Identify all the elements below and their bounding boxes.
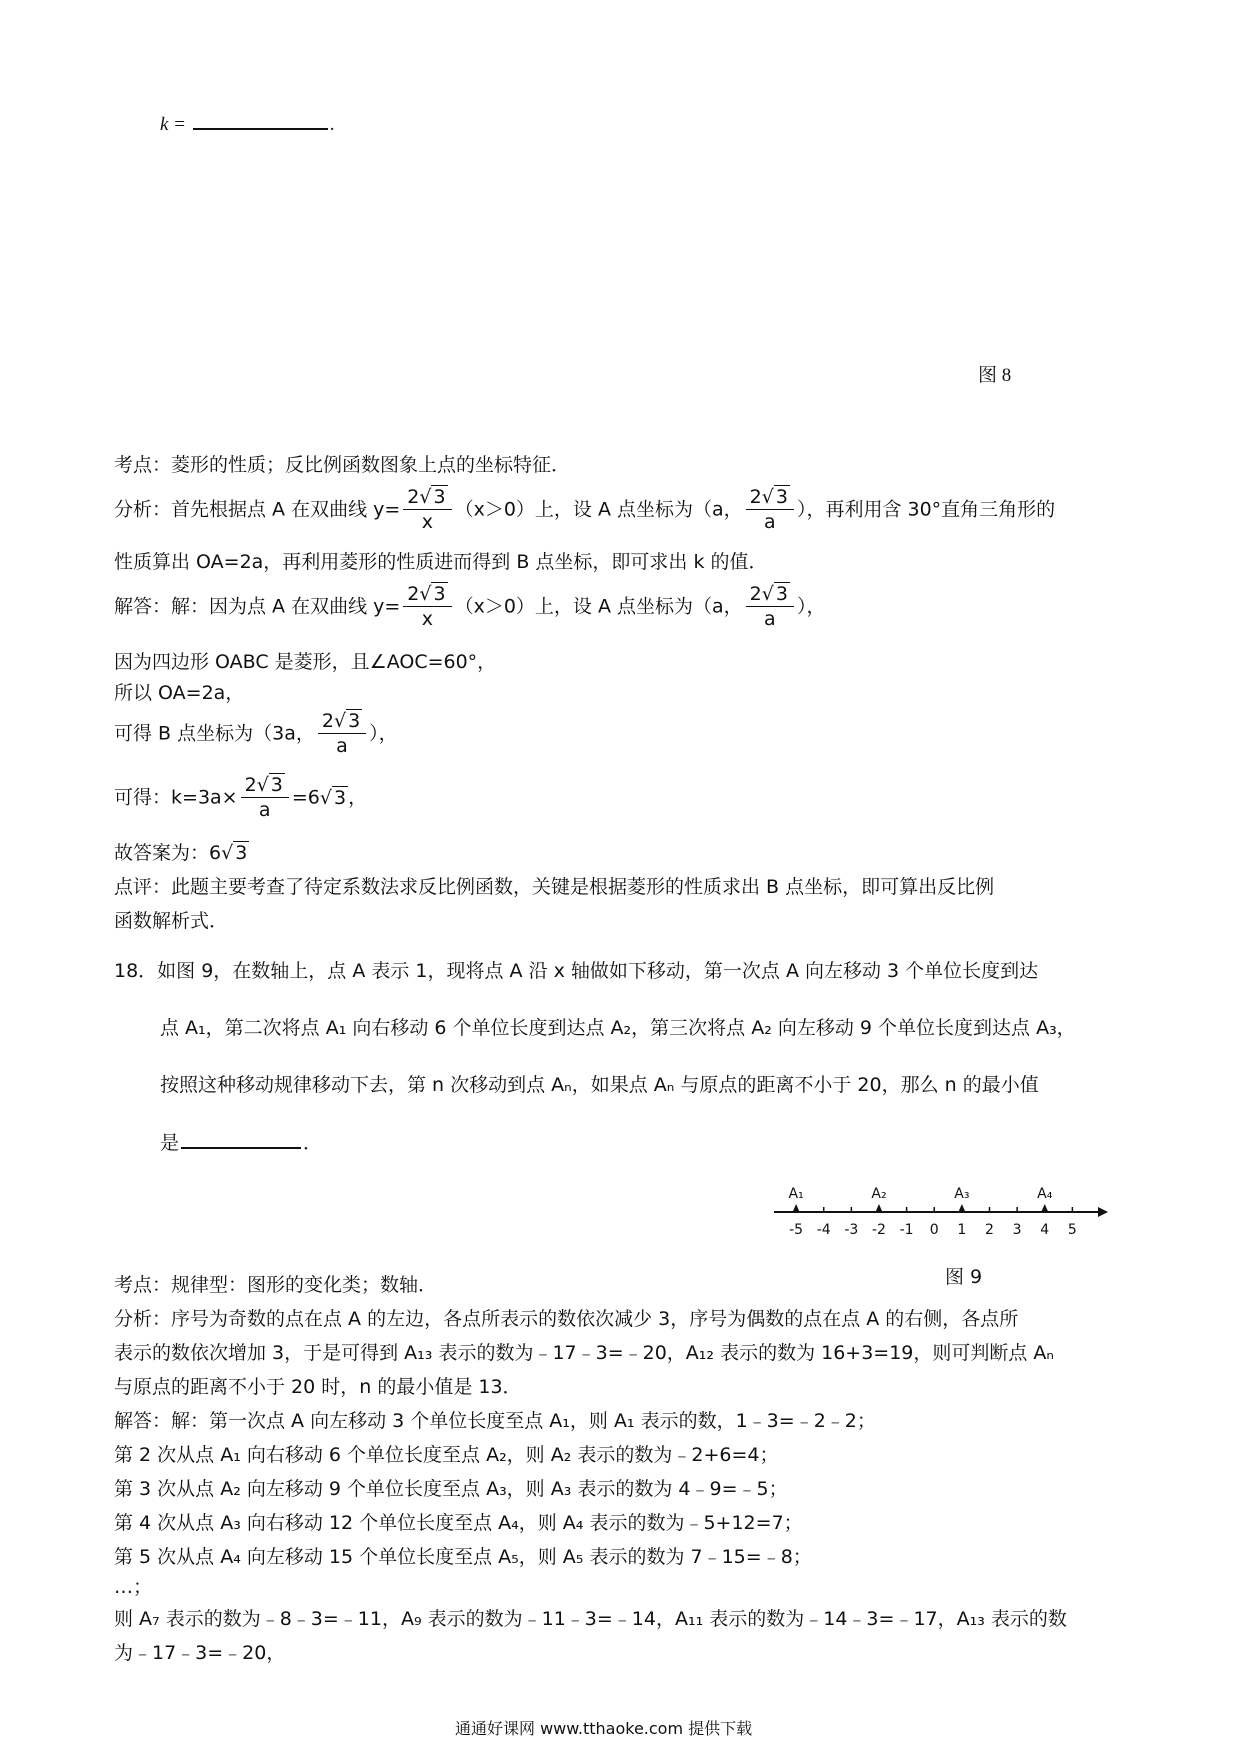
number-line-tick-label: 2 [985,1222,994,1238]
fraction-2sqrt3-over-a: $\frac{2√ 3}{a}$ [241,776,289,820]
number-line-point-label: A₁ [788,1186,804,1202]
number-line-point [958,1204,965,1212]
number-line-point [1041,1204,1048,1212]
sqrt-3: √ 3 [319,786,347,809]
line-rhombus: 因为四边形 OABC 是菱形，且∠AOC=60°， [114,651,497,673]
k-answer-blank[interactable] [193,108,328,130]
k-answer-line [160,108,335,136]
k-prefix: k = [160,114,187,135]
fenxi-text-b: （x＞0）上，设 A 点坐标为（a， [454,498,743,521]
number-line-figure [770,1168,1110,1248]
figure-9-label: 图 9 [945,1266,983,1288]
number-line-point-label: A₄ [1037,1186,1053,1202]
k-calc-text-a: 可得：k= [114,786,198,809]
jieda-17-line1 [114,585,825,629]
k-calc-text-d: ， [348,786,368,809]
answer-coef: 6 [209,842,222,864]
number-line-tick-label: 0 [929,1222,939,1238]
number-line-tick-label: -5 [789,1222,804,1238]
fenxi-17-line2: 性质算出 OA=2a，再利用菱形的性质进而得到 B 点坐标，即可求出 k 的值． [114,551,768,573]
figure-8-label: 图 8 [978,365,1012,386]
k-calc-text-c: =6 [291,786,320,809]
fenxi-text-a: 分析：首先根据点 A 在双曲线 y= [114,498,401,521]
jieda-18-step: 第 5 次从点 A₄ 向左移动 15 个单位长度至点 A₅，则 A₅ 表示的数为 7﹣15=﹣8； [114,1546,812,1568]
jieda-18-step: 为﹣17﹣3=﹣20， [114,1642,286,1664]
number-line-point [875,1204,882,1212]
dianping-17-line1: 点评：此题主要考查了待定系数法求反比例函数，关键是根据菱形的性质求出 B 点坐标，即可算出反比例 [114,876,995,898]
number-line-tick-label: 3 [1012,1222,1022,1238]
jieda-18-step: 第 2 次从点 A₁ 向右移动 6 个单位长度至点 A₂，则 A₂ 表示的数为﹣2+6=4； [114,1444,779,1466]
fenxi-17-line1 [114,488,1055,532]
k-calculation-line [114,776,367,820]
jieda-text-a: 解答：解：因为点 A 在双曲线 y= [114,595,401,618]
fraction-2sqrt3-over-a: $\frac{2√ 3}{a}$ [746,585,794,629]
answer-label: 故答案为： [114,842,210,864]
fraction-2sqrt3-over-x: $\frac{2√ 3}{x}$ [403,488,451,532]
jieda-18-step: 第 4 次从点 A₃ 向右移动 12 个单位长度至点 A₄，则 A₄ 表示的数为﹣5+12=7； [114,1512,803,1534]
jieda-18-step: 则 A₇ 表示的数为﹣8﹣3=﹣11，A₉ 表示的数为﹣11﹣3=﹣14，A₁₁ 表示的数为﹣14﹣3=﹣17，A₁₃ 表示的数 [114,1608,1067,1630]
jieda-18-step: …； [114,1576,153,1598]
jieda-text-c: ）， [796,595,826,618]
number-line-point-label: A₃ [954,1186,970,1202]
line-oa: 所以 OA=2a， [114,682,245,704]
kaodian-18: 考点：规律型：图形的变化类；数轴． [114,1274,438,1296]
number-line-tick-label: 1 [957,1222,967,1238]
q18-line4-prefix: 是 [160,1132,180,1154]
answer-line-17 [114,838,249,865]
fenxi-18-line3: 与原点的距离不小于 20 时，n 的最小值是 13． [114,1376,522,1398]
dianping-17-line2: 函数解析式． [114,910,229,932]
number-line-arrow [1098,1207,1108,1217]
fenxi-text-c: ），再利用含 30°直角三角形的 [796,498,1056,521]
fraction-2sqrt3-over-a: $\frac{2√ 3}{a}$ [746,488,794,532]
sqrt-3: √ 3 [221,842,248,864]
number-line-tick-label: -2 [871,1222,886,1238]
q18-line1: 18．如图 9，在数轴上，点 A 表示 1，现将点 A 沿 x 轴做如下移动，第一次点 A 向左移动 3 个单位长度到达 [114,960,1039,982]
q18-line3: 按照这种移动规律移动下去，第 n 次移动到点 Aₙ，如果点 Aₙ 与原点的距离不小于 20，那么 n 的最小值 [160,1074,1039,1096]
kaodian-17: 考点：菱形的性质；反比例函数图象上点的坐标特征． [114,454,571,476]
fenxi-18-line2: 表示的数依次增加 3，于是可得到 A₁₃ 表示的数为﹣17﹣3=﹣20，A₁₂ 表示的数为 16+3=19，则可判断点 Aₙ [114,1342,1055,1364]
number-line-tick-label: 4 [1040,1222,1050,1238]
k-suffix: . [329,114,335,135]
number-line-point [793,1204,800,1212]
number-line-tick-label: -4 [816,1222,831,1238]
jieda-18-step: 第 3 次从点 A₂ 向左移动 9 个单位长度至点 A₃，则 A₃ 表示的数为 4﹣9=﹣5； [114,1478,788,1500]
jieda-18-step: 解答：解：第一次点 A 向左移动 3 个单位长度至点 A₁，则 A₁ 表示的数，1﹣3=﹣2﹣2； [114,1410,876,1432]
n-answer-blank[interactable] [181,1127,301,1149]
page-footer: 通通好课网 www.tthaoke.com 提供下载 [455,1719,753,1738]
jieda-text-b: （x＞0）上，设 A 点坐标为（a， [454,595,743,618]
b-coord-text-b: ）， [369,722,398,745]
b-coord-text-a: 可得 B 点坐标为（3a， [114,722,315,745]
fraction-2sqrt3-over-a: $\frac{2√ 3}{a}$ [318,712,366,756]
number-line-tick-label: 5 [1067,1222,1077,1238]
q18-line2: 点 A₁，第二次将点 A₁ 向右移动 6 个单位长度到达点 A₂，第三次将点 A₂ 向左移动 9 个单位长度到达点 A₃， [160,1017,1076,1039]
number-line-tick-label: -1 [899,1222,914,1238]
q18-line4 [160,1127,322,1155]
b-coordinate-line [114,712,398,756]
fenxi-18-line1: 分析：序号为奇数的点在点 A 的左边，各点所表示的数依次减少 3，序号为偶数的点在点 A 的右侧，各点所 [114,1308,1019,1330]
number-line-tick-label: -3 [844,1222,859,1238]
q18-line4-suffix: ． [303,1132,323,1154]
number-line-point-label: A₂ [871,1186,887,1202]
k-calc-text-b: 3a× [197,786,238,809]
fraction-2sqrt3-over-x: $\frac{2√ 3}{x}$ [403,585,451,629]
